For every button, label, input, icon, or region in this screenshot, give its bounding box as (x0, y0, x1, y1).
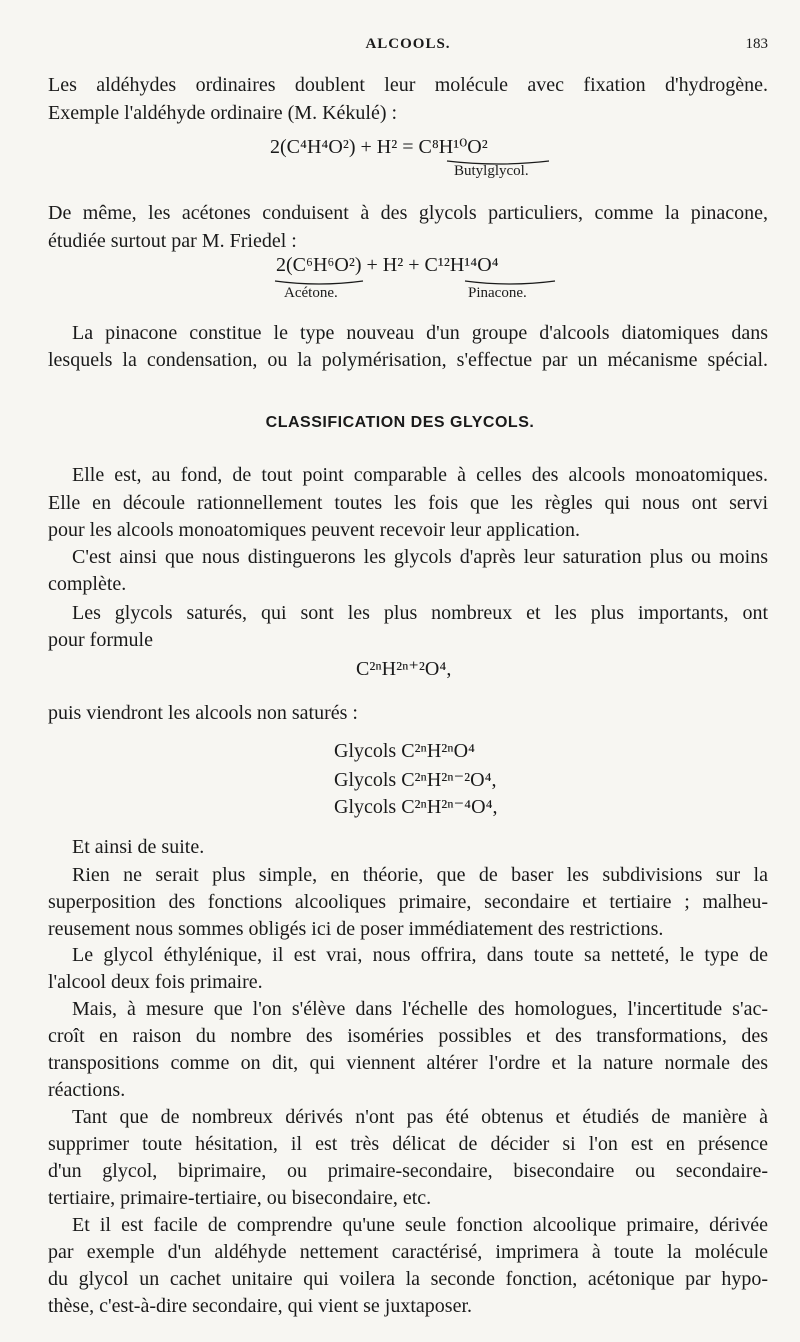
text-line: Les glycols saturés, qui sont les plus nombreux et les plus importants, ont (72, 602, 768, 624)
text-line: lesquels la condensation, ou la polymérisation, s'effectue par un mécanisme spécial. (48, 349, 768, 371)
text-line: puis viendront les alcools non saturés : (48, 702, 358, 724)
text-line: par exemple d'un aldéhyde nettement caractérisé, imprimera à toute la molécule (48, 1241, 768, 1263)
text-line: thèse, c'est-à-dire secondaire, qui vient se juxtaposer. (48, 1295, 473, 1317)
text-line: Exemple l'aldéhyde ordinaire (M. Kékulé) : (48, 102, 398, 124)
text-line: Rien ne serait plus simple, en théorie, que de baser les subdivisions sur la (72, 864, 768, 886)
equation-butylglycol: 2(C⁴H⁴O²) + H² = C⁸H¹⁰O² (270, 136, 488, 158)
text-line: Mais, à mesure que l'on s'élève dans l'échelle des homologues, l'incertitude s'ac- (72, 998, 768, 1020)
text-line: Et il est facile de comprendre qu'une seule fonction alcoolique primaire, dérivée (72, 1214, 768, 1236)
text-line: étudiée surtout par M. Friedel : (48, 230, 297, 252)
formula-label-acetone: Acétone. (284, 285, 338, 301)
text-line: C'est ainsi que nous distinguerons les glycols d'après leur saturation plus ou moins (72, 546, 768, 568)
text-line: l'alcool deux fois primaire. (48, 971, 263, 993)
text-line: pour les alcools monoatomiques peuvent recevoir leur application. (48, 519, 581, 541)
text-line: supprimer toute hésitation, il est très délicat de décider si l'on est en présence (48, 1133, 768, 1155)
glycol-formula: Glycols C²ⁿH²ⁿ⁻²O⁴, (334, 769, 497, 791)
text-line: tertiaire, primaire-tertiaire, ou bisecondaire, etc. (48, 1187, 432, 1209)
text-line: superposition des fonctions alcooliques primaire, secondaire et tertiaire ; malheu- (48, 891, 768, 913)
glycol-formula: Glycols C²ⁿH²ⁿ⁻⁴O⁴, (334, 796, 498, 818)
text-line: complète. (48, 573, 127, 595)
text-line: La pinacone constitue le type nouveau d'un groupe d'alcools diatomiques dans (72, 322, 768, 344)
text-line: pour formule (48, 629, 153, 651)
general-formula-saturated: C²ⁿH²ⁿ⁺²O⁴, (356, 658, 452, 680)
text-line: croît en raison du nombre des isoméries possibles et des transformations, des (48, 1025, 768, 1047)
text-line: reusement nous sommes obligés ici de poser immédiatement des restrictions. (48, 918, 664, 940)
text-line: d'un glycol, biprimaire, ou primaire-secondaire, bisecondaire ou secondaire- (48, 1160, 768, 1182)
text-line: Les aldéhydes ordinaires doublent leur molécule avec fixation d'hydrogène. (48, 74, 768, 96)
formula-label-pinacone: Pinacone. (468, 285, 527, 301)
running-title: ALCOOLS. (365, 36, 451, 52)
text-line: De même, les acétones conduisent à des glycols particuliers, comme la pinacone, (48, 202, 768, 224)
page-number: 183 (745, 36, 768, 52)
text-line: réactions. (48, 1079, 126, 1101)
equation-pinacone: 2(C⁶H⁶O²) + H² + C¹²H¹⁴O⁴ (276, 254, 499, 276)
glycol-formula: Glycols C²ⁿH²ⁿO⁴ (334, 740, 476, 762)
section-heading: CLASSIFICATION DES GLYCOLS. (265, 414, 535, 431)
text-line: Elle est, au fond, de tout point comparable à celles des alcools monoatomiques. (72, 464, 768, 486)
text-line: Tant que de nombreux dérivés n'ont pas été obtenus et étudiés de manière à (72, 1106, 768, 1128)
running-header (48, 36, 768, 60)
formula-label-butylglycol: Butylglycol. (454, 163, 529, 179)
text-line: du glycol un cachet unitaire qui voilera la seconde fonction, acétonique par hypo- (48, 1268, 768, 1290)
text-line: Le glycol éthylénique, il est vrai, nous offrira, dans toute sa netteté, le type de (72, 944, 768, 966)
text-line: Elle en découle rationnellement toutes les fois que les règles qui nous ont servi (48, 492, 768, 514)
text-line: transpositions comme on dit, qui viennent altérer l'ordre et la nature normale des (48, 1052, 768, 1074)
text-line: Et ainsi de suite. (72, 836, 205, 858)
